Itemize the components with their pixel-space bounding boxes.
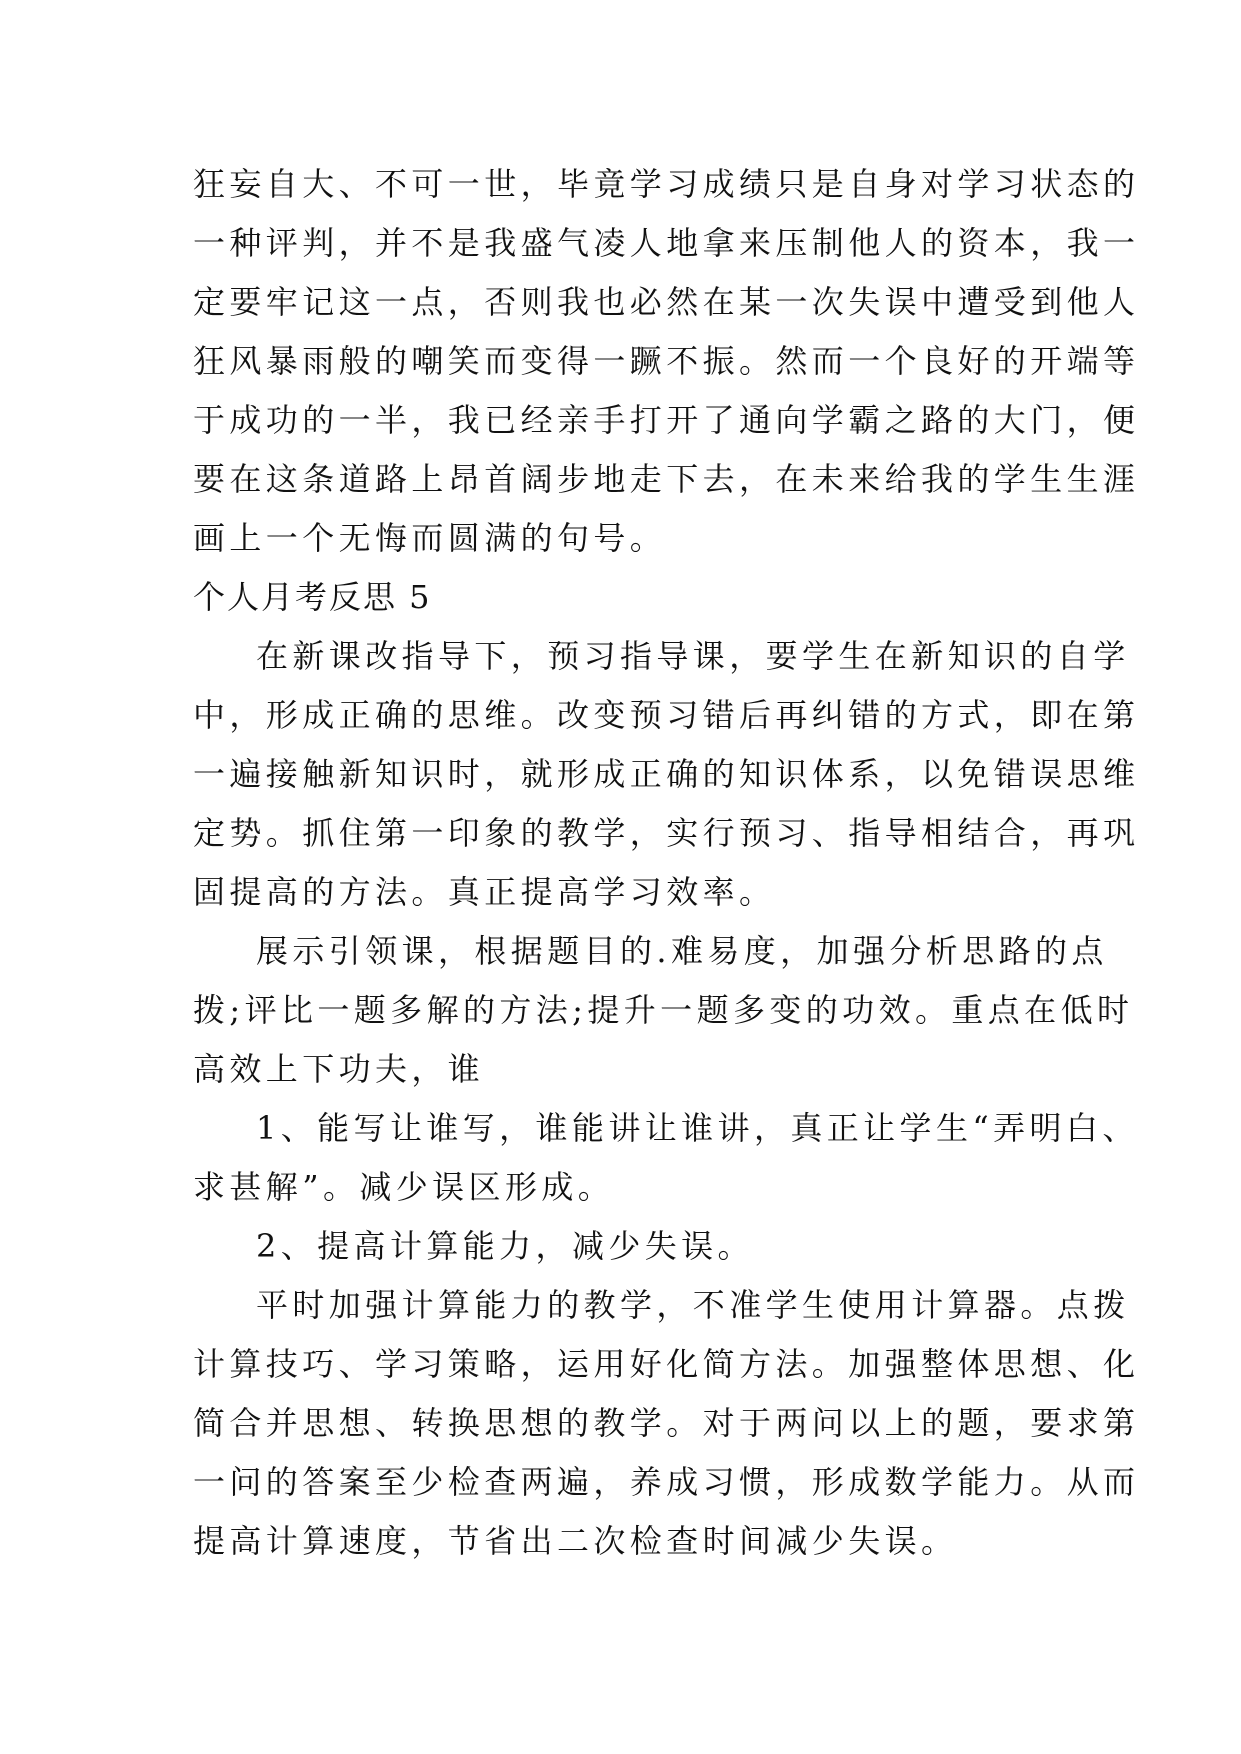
text-line: 狂风暴雨般的嘲笑而变得一蹶不振。然而一个良好的开端等 — [193, 342, 1140, 380]
text-line: 计算技巧、学习策略，运用好化简方法。加强整体思想、化 — [193, 1345, 1140, 1383]
text-line: 2、提高计算能力，减少失误。 — [256, 1227, 754, 1265]
text-line: 中，形成正确的思维。改变预习错后再纠错的方式，即在第 — [193, 696, 1140, 734]
text-line: 一种评判，并不是我盛气凌人地拿来压制他人的资本，我一 — [193, 224, 1140, 262]
text-line: 求甚解”。减少误区形成。 — [193, 1168, 615, 1206]
text-line: 一遍接触新知识时，就形成正确的知识体系，以免错误思维 — [193, 755, 1140, 793]
text-line: 平时加强计算能力的教学，不准学生使用计算器。点拨 — [256, 1286, 1130, 1324]
section-heading: 个人月考反思 5 — [193, 578, 432, 616]
text-line: 拨;评比一题多解的方法;提升一题多变的功效。重点在低时 — [193, 991, 1134, 1029]
text-line: 定势。抓住第一印象的教学，实行预习、指导相结合，再巩 — [193, 814, 1140, 852]
text-line: 于成功的一半，我已经亲手打开了通向学霸之路的大门，便 — [193, 401, 1140, 439]
text-line: 展示引领课，根据题目的.难易度，加强分析思路的点 — [256, 932, 1108, 970]
text-line: 狂妄自大、不可一世，毕竟学习成绩只是自身对学习状态的 — [193, 165, 1140, 203]
text-line: 定要牢记这一点，否则我也必然在某一次失误中遭受到他人 — [193, 283, 1140, 321]
text-line: 简合并思想、转换思想的教学。对于两问以上的题，要求第 — [193, 1404, 1140, 1442]
text-line: 提高计算速度，节省出二次检查时间减少失误。 — [193, 1522, 958, 1560]
text-line: 一问的答案至少检查两遍，养成习惯，形成数学能力。从而 — [193, 1463, 1140, 1501]
text-line: 1、能写让谁写，谁能讲让谁讲，真正让学生“弄明白、 — [256, 1109, 1139, 1147]
text-line: 在新课改指导下，预习指导课，要学生在新知识的自学 — [256, 637, 1130, 675]
text-line: 要在这条道路上昂首阔步地走下去，在未来给我的学生生涯 — [193, 460, 1140, 498]
text-line: 画上一个无悔而圆满的句号。 — [193, 519, 667, 557]
text-line: 高效上下功夫，谁 — [193, 1050, 485, 1088]
text-line: 固提高的方法。真正提高学习效率。 — [193, 873, 776, 911]
